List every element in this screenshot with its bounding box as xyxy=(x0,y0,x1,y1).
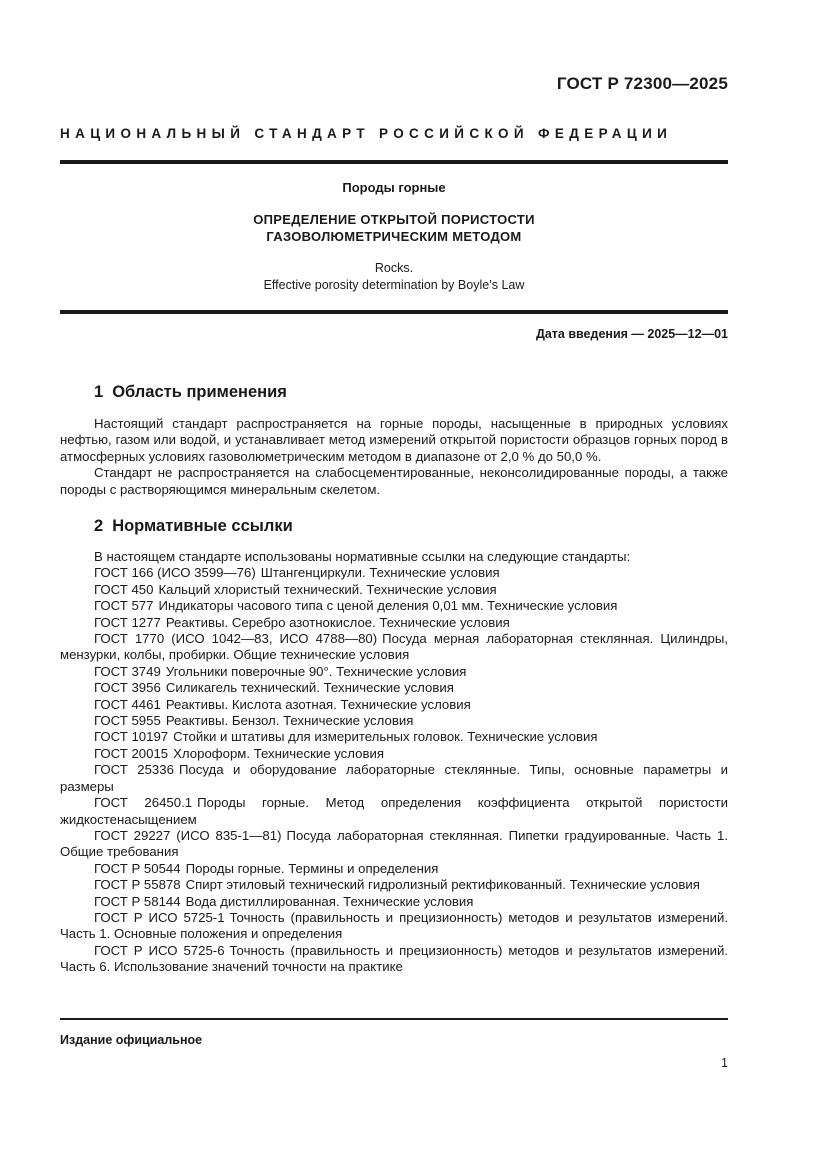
title-ru-line-1: ОПРЕДЕЛЕНИЕ ОТКРЫТОЙ ПОРИСТОСТИ xyxy=(253,212,535,227)
reference-item xyxy=(60,729,728,745)
reference-item xyxy=(60,795,728,828)
section-1-paragraph: Стандарт не распространяется на слабосцементированные, неконсолидированные породы, а также породы с растворяющимся минеральным скелетом. xyxy=(60,465,728,497)
reference-title: Силикагель технический. Технические условия xyxy=(165,680,454,696)
reference-item xyxy=(60,746,728,762)
official-edition-label: Издание официальное xyxy=(60,1033,203,1047)
reference-title: Индикаторы часового типа с ценой деления 0,01 мм. Технические условия xyxy=(158,598,618,614)
footer-divider xyxy=(60,1018,728,1020)
standard-title-en xyxy=(60,260,728,293)
reference-title: Штангенциркули. Технические условия xyxy=(260,565,500,581)
reference-number: ГОСТ 5955 xyxy=(94,713,161,729)
reference-number: ГОСТ Р 50544 xyxy=(94,860,181,876)
title-en-line-1: Rocks. xyxy=(374,261,414,275)
national-standard-heading: НАЦИОНАЛЬНЫЙ СТАНДАРТ РОССИЙСКОЙ ФЕДЕРАЦИИ xyxy=(60,126,673,141)
references-intro: В настоящем стандарте использованы нормативные ссылки на следующие стандарты: xyxy=(94,549,631,564)
reference-number: ГОСТ 4461 xyxy=(94,696,161,712)
reference-title: Стойки и штативы для измерительных головок. Технические условия xyxy=(173,729,598,745)
reference-number: ГОСТ Р 58144 xyxy=(94,893,181,909)
reference-number: ГОСТ 166 (ИСО 3599—76) xyxy=(94,565,256,581)
reference-item xyxy=(60,910,728,943)
reference-title: Породы горные. Метод определения коэффициента открытой пористости жидкостенасыщением xyxy=(60,795,728,827)
section-2-title: Нормативные ссылки xyxy=(112,517,293,535)
reference-number: ГОСТ 29227 (ИСО 835-1—81) xyxy=(94,827,282,843)
reference-title: Угольники поверочные 90°. Технические условия xyxy=(165,663,467,679)
reference-number: ГОСТ 20015 xyxy=(94,745,169,761)
reference-item xyxy=(60,680,728,696)
reference-title: Кальций хлористый технический. Технические условия xyxy=(158,581,497,597)
reference-item xyxy=(60,861,728,877)
reference-item xyxy=(60,582,728,598)
introduction-date: Дата введения — 2025—12—01 xyxy=(535,327,728,341)
section-2-number: 2 xyxy=(94,517,104,535)
document-page xyxy=(60,0,728,1169)
reference-number: ГОСТ Р ИСО 5725-1 xyxy=(94,909,225,925)
standard-title-ru xyxy=(60,212,728,245)
reference-item xyxy=(60,877,728,893)
reference-title: Точность (правильность и прецизионность) методов и результатов измерений. Часть 6. Использование значений точности на практике xyxy=(60,942,728,975)
standard-group-name: Породы горные xyxy=(342,180,446,195)
reference-title: Реактивы. Бензол. Технические условия xyxy=(165,713,414,729)
document-code: ГОСТ Р 72300—2025 xyxy=(556,74,728,93)
reference-number: ГОСТ Р 55878 xyxy=(94,877,181,893)
title-en-line-2: Effective porosity determination by Boyle’s Law xyxy=(263,277,525,292)
header-divider xyxy=(60,160,728,164)
reference-number: ГОСТ 3749 xyxy=(94,663,161,679)
reference-item xyxy=(60,615,728,631)
reference-title: Точность (правильность и прецизионность) методов и результатов измерений. Часть 1. Основные положения и определения xyxy=(60,909,728,942)
reference-item xyxy=(60,631,728,664)
reference-number: ГОСТ 25336 xyxy=(94,762,174,778)
reference-item xyxy=(60,565,728,581)
reference-number: ГОСТ Р ИСО 5725-6 xyxy=(94,942,225,958)
reference-item xyxy=(60,943,728,976)
section-1-title: Область применения xyxy=(112,383,287,401)
reference-item xyxy=(60,697,728,713)
section-2-heading xyxy=(94,517,293,536)
reference-title: Спирт этиловый технический гидролизный ректификованный. Технические условия xyxy=(185,877,700,893)
section-1-body xyxy=(60,416,728,498)
section-1-heading xyxy=(94,383,287,402)
reference-title: Посуда лабораторная стеклянная. Пипетки градуированные. Часть 1. Общие требования xyxy=(60,827,728,860)
reference-item xyxy=(60,894,728,910)
title-ru-line-2: ГАЗОВОЛЮМЕТРИЧЕСКИМ МЕТОДОМ xyxy=(266,228,522,244)
reference-title: Хлороформ. Технические условия xyxy=(173,745,384,761)
reference-item xyxy=(60,828,728,861)
reference-title: Посуда и оборудование лабораторные стеклянные. Типы, основные параметры и размеры xyxy=(60,762,728,794)
page-number: 1 xyxy=(721,1056,728,1070)
reference-number: ГОСТ 1770 (ИСО 1042—83, ИСО 4788—80) xyxy=(94,631,378,647)
reference-title: Породы горные. Термины и определения xyxy=(185,860,439,876)
reference-number: ГОСТ 1277 xyxy=(94,614,161,630)
reference-item xyxy=(60,762,728,795)
section-1-number: 1 xyxy=(94,383,104,401)
reference-item xyxy=(60,598,728,614)
reference-title: Реактивы. Серебро азотнокислое. Технические условия xyxy=(165,614,510,630)
reference-number: ГОСТ 450 xyxy=(94,581,154,597)
section-1-paragraph: Настоящий стандарт распространяется на горные породы, насыщенные в природных условиях нефтью, газом или водой, и устанавливает метод измерений открытой пористости образцов горных пород в атмосферных условиях газоволюметрическим методом в диапазоне от 2,0 % до 50,0 %. xyxy=(60,416,728,464)
reference-number: ГОСТ 3956 xyxy=(94,680,161,696)
title-divider xyxy=(60,310,728,314)
reference-number: ГОСТ 26450.1 xyxy=(94,795,193,811)
reference-title: Посуда мерная лабораторная стеклянная. Цилиндры, мензурки, колбы, пробирки. Общие технические условия xyxy=(60,631,728,663)
reference-item xyxy=(60,713,728,729)
normative-references-list xyxy=(60,549,728,976)
reference-item xyxy=(60,664,728,680)
reference-title: Реактивы. Кислота азотная. Технические условия xyxy=(165,696,471,712)
reference-number: ГОСТ 10197 xyxy=(94,729,169,745)
reference-number: ГОСТ 577 xyxy=(94,598,154,614)
reference-title: Вода дистиллированная. Технические условия xyxy=(185,893,474,909)
